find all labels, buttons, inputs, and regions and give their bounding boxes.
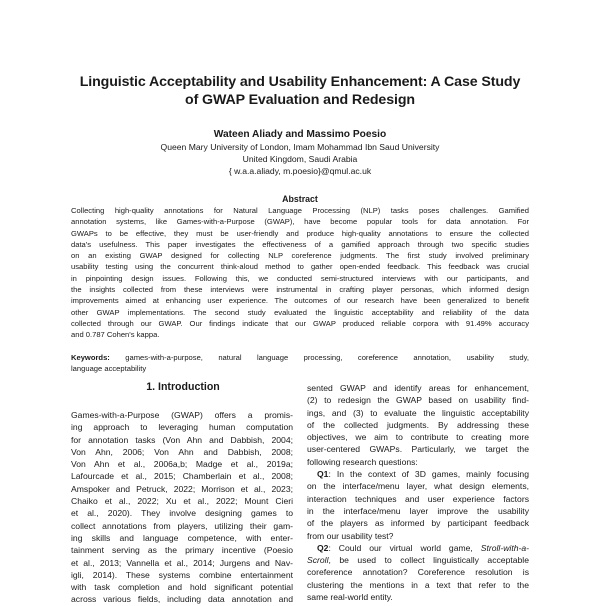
body-line: on the interface/menu layer, what design elements, xyxy=(307,481,529,492)
q2-text: : Could our virtual world game, xyxy=(328,542,481,553)
abstract-line: in pinpointing design issues. Following this, we conducted semi-structured interviews with our participants, and xyxy=(71,273,529,283)
body-line: Chaiko et al., 2022; Xu et al., 2022; Mount Cieri xyxy=(71,496,293,507)
affiliation-line: United Kingdom, Saudi Arabia xyxy=(242,154,358,164)
body-line: sented GWAP and identify areas for enhancement, xyxy=(307,383,529,393)
keywords-line xyxy=(71,352,529,363)
game-name: Stroll-with-a- xyxy=(480,542,529,553)
author-emails: { w.a.a.aliady, m.poesio}@qmul.ac.uk xyxy=(228,166,372,176)
body-line: Von Ahn, 2006; Von Ahn and Dabbish, 2008; xyxy=(71,446,293,457)
body-line: coreference annotation? Coreference resolution is xyxy=(307,567,529,578)
left-column xyxy=(71,409,293,606)
body-line: igli, 2014). These systems combine entertainment xyxy=(71,569,293,580)
body-line: interaction techniques and user experience factors xyxy=(307,493,529,504)
body-line: of the collected judgments. By addressing these xyxy=(307,419,529,430)
body-line: Von Ahn et al., 2006a,b; Madge et al., 2019a; xyxy=(71,459,293,470)
abstract-line: other GWAP implementations. The second study evaluated the linguistic acceptability and reliability of the data xyxy=(71,307,529,317)
body-line: following research questions: xyxy=(307,456,418,467)
section-heading-introduction: 1. Introduction xyxy=(146,381,220,393)
body-line: Lafourcade et al., 2015; Chamberlain et al., 2008; xyxy=(71,471,293,482)
body-line: clustering the mentions in a text that refer to the xyxy=(307,579,529,590)
title-line: Linguistic Acceptability and Usability Enhancement: A Case Study xyxy=(79,74,521,90)
body-line: (2) to redesign the GWAP based on usability find- xyxy=(307,395,529,406)
body-line: of the players as informed by participant feedback xyxy=(307,518,529,529)
affiliation xyxy=(60,141,540,177)
body-line: same real-world entity. xyxy=(307,592,393,603)
body-line: ing approach to leveraging human computation xyxy=(71,422,293,433)
q2-text: , be used to collect linguistically acceptable xyxy=(328,555,529,566)
body-line: for annotation tasks (Von Ahn and Dabbish, 2004; xyxy=(71,434,293,445)
body-line: with task completion and hold significant potential xyxy=(71,582,293,593)
abstract-line: GWAPs to be effective, they must be user-friendly and produce high-quality annotations to ensure the collected xyxy=(71,228,529,238)
body-line: across various fields, including data annotation and xyxy=(71,594,293,605)
abstract-line: and 0.787 Cohen's kappa. xyxy=(71,330,160,340)
affiliation-line: Queen Mary University of London, Imam Mohammad Ibn Saud University xyxy=(160,142,440,152)
body-line: from our usability test? xyxy=(307,530,394,541)
research-question-1 xyxy=(307,468,529,480)
abstract-line: usability testing using the concurrent think-aloud method to gather open-ended feedback. This feedback was crucial xyxy=(71,262,529,272)
q1-label: Q1 xyxy=(317,469,329,480)
abstract-line: improvements aimed at enhancing user experience. The outcomes of our research have been generalized to benefit xyxy=(71,296,529,306)
body-line: user-centered GWAPs. Particularly, we target the xyxy=(307,444,529,455)
research-question-2 xyxy=(307,542,529,554)
paper-title xyxy=(60,73,540,109)
body-line: tainment serving as the primary incentive (Poesio xyxy=(71,545,293,556)
body-line: ings, and (3) to evaluate the linguistic acceptability xyxy=(307,407,529,418)
keywords-line: language acceptability xyxy=(71,364,147,374)
abstract-line: the insights collected from these interviews were instrumental in crafting player personas, which informed design xyxy=(71,285,529,295)
abstract-line: on an existing GWAP designed for collecting NLP coreference judgments. The first study involved preliminary xyxy=(71,251,529,261)
body-line xyxy=(307,554,529,566)
body-line: Amspoker and Petruck, 2022; Morrison et al., 2023; xyxy=(71,483,293,494)
q1-text: : In the context of 3D games, mainly focusing xyxy=(328,469,529,480)
keywords-text: games-with-a-purpose, natural language processing, coreference annotation, usability study, xyxy=(109,353,529,362)
keywords xyxy=(71,352,529,375)
body-line: et al., 2020). They involve designing games to xyxy=(71,508,293,519)
abstract-line: data's usefulness. This paper investigates the effectiveness of a gamified approach through two specific studies xyxy=(71,239,529,249)
q2-label: Q2 xyxy=(317,542,329,553)
abstract-line: collected through our GWAP. Our findings indicate that our GWAP produced reliable corpora with 91.49% accuracy xyxy=(71,318,529,328)
body-line: in the interface/menu layer improve the usability xyxy=(307,505,529,516)
body-line: collect annotations from players, utilizing their gam- xyxy=(71,520,293,531)
title-line: of GWAP Evaluation and Redesign xyxy=(185,92,415,108)
body-line: et al., 2013; Vannella et al., 2014; Jurgens and Nav- xyxy=(71,557,293,568)
abstract-line: annotation systems, like Games-with-a-Purpose (GWAP), have become popular tools for data annotation. For xyxy=(71,217,529,227)
authors: Wateen Aliady and Massimo Poesio xyxy=(213,129,387,140)
abstract-heading: Abstract xyxy=(282,194,318,204)
right-column xyxy=(307,382,529,603)
body-line: objectives, we aim to contribute to creating more xyxy=(307,432,529,443)
body-line: Games-with-a-Purpose (GWAP) offers a promis- xyxy=(71,410,293,420)
abstract-body xyxy=(71,205,529,341)
keywords-label: Keywords: xyxy=(71,353,110,362)
game-name: Scroll xyxy=(307,555,329,566)
abstract-line: Collecting high-quality annotations for Natural Language Processing (NLP) tasks poses challenges. Gamified xyxy=(71,206,529,215)
body-line: ing skills and language competence, with enter- xyxy=(71,532,293,543)
